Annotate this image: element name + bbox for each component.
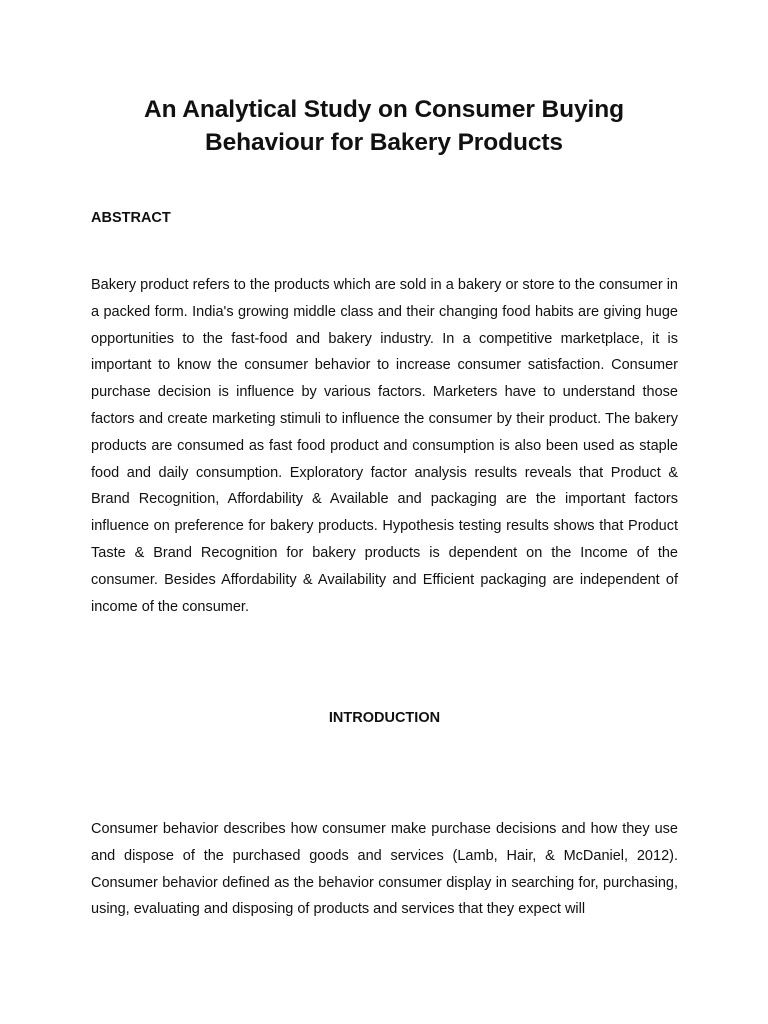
abstract-heading: ABSTRACT bbox=[91, 210, 171, 226]
paper-title: An Analytical Study on Consumer Buying Behaviour for Bakery Products bbox=[144, 96, 624, 156]
abstract-paragraph: Bakery product refers to the products which are sold in a bakery or store to the consumer in a packed form. India's growing middle class and their changing food habits are giving huge opportunities to the fast-food and bakery industry. In a competitive marketplace, it is important to know the consumer behavior to increase consumer satisfaction. Consumer purchase decision is influence by various factors. Marketers have to understand those factors and create marketing stimuli to influence the consumer by their product. The bakery products are consumed as fast food product and consumption is also been used as staple food and daily consumption. Exploratory factor analysis results reveals that Product & Brand Recognition, Affordability & Available and packaging are the important factors influence on preference for bakery products. Hypothesis testing results shows that Product Taste & Brand Recognition for bakery products is dependent on the Income of the consumer. Besides Affordability & Availability and Efficient packaging are independent of income of the consumer. bbox=[91, 277, 678, 615]
introduction-paragraph: Consumer behavior describes how consumer make purchase decisions and how they use and dispose of the purchased goods and services (Lamb, Hair, & McDaniel, 2012). Consumer behavior defined as the behavior consumer display in searching for, purchasing, using, evaluating and disposing of products and services that they expect will bbox=[91, 821, 678, 918]
introduction-heading: INTRODUCTION bbox=[328, 710, 441, 726]
